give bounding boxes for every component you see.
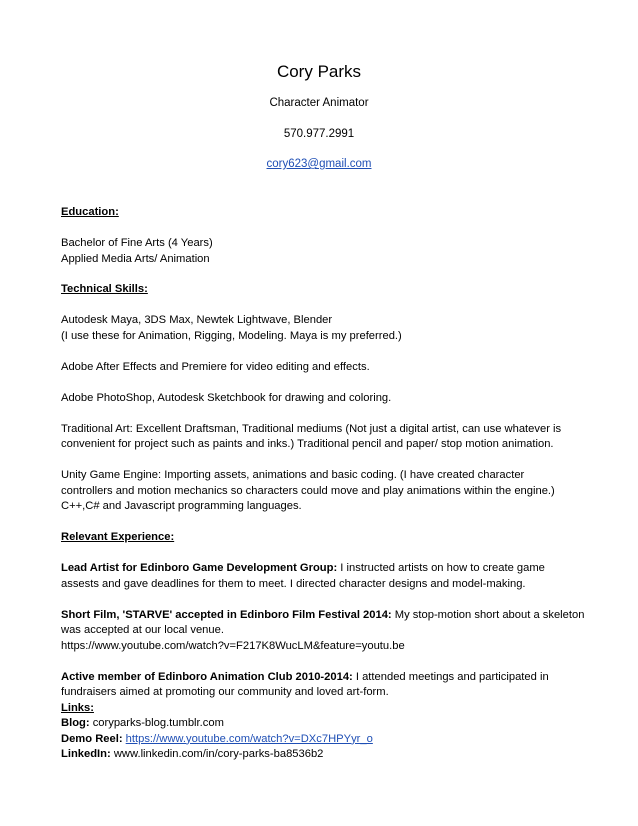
skills-unity-3: C++,C# and Javascript programming languages. xyxy=(61,500,302,512)
experience-2-line2: was accepted at our local venue. xyxy=(61,624,224,636)
experience-item-3 xyxy=(61,670,601,686)
skills-unity-2: controllers and motion mechanics so characters could move and play animations within the engine.) xyxy=(61,484,555,497)
candidate-name: Cory Parks xyxy=(276,62,362,81)
experience-1-desc: I instructed artists on how to create game xyxy=(337,562,545,574)
experience-3-title: Active member of Edinboro Animation Club 2010-2014: xyxy=(61,670,353,683)
skills-3d-software: Autodesk Maya, 3DS Max, Newtek Lightwave, Blender xyxy=(61,314,333,326)
education-section xyxy=(61,205,601,267)
experience-2-url: https://www.youtube.com/watch?v=F217K8WucLM&feature=youtu.be xyxy=(61,639,405,652)
phone-number: 570.977.2991 xyxy=(283,128,355,140)
experience-1-line2: assests and gave deadlines for them to meet. I directed character designs and model-making. xyxy=(61,577,526,590)
linkedin-label: LinkedIn: xyxy=(61,748,111,760)
experience-item-1 xyxy=(61,561,601,577)
blog-label: Blog: xyxy=(61,717,90,729)
skills-traditional-2: convenient for project such as paints and inks.) Traditional pencil and paper/ stop motion animation. xyxy=(61,438,554,450)
job-title: Character Animator xyxy=(269,97,369,109)
skills-drawing: Adobe PhotoShop, Autodesk Sketchbook for drawing and coloring. xyxy=(61,391,392,404)
experience-3-line2: fundraisers aimed at promoting our community and loved art-form. xyxy=(61,686,389,698)
education-heading: Education: xyxy=(61,206,119,218)
blog-url[interactable]: coryparks-blog.tumblr.com xyxy=(89,717,224,729)
skills-section xyxy=(61,282,601,763)
linkedin-url[interactable]: www.linkedin.com/in/cory-parks-ba8536b2 xyxy=(110,748,324,760)
skills-heading: Technical Skills: xyxy=(61,283,148,295)
demo-reel-label: Demo Reel: xyxy=(61,732,123,745)
experience-1-title: Lead Artist for Edinboro Game Development Group: xyxy=(61,562,338,574)
link-linkedin xyxy=(61,747,601,763)
link-demo-reel xyxy=(61,732,601,748)
links-heading: Links: xyxy=(61,701,94,714)
experience-heading: Relevant Experience: xyxy=(61,531,175,543)
experience-item-2 xyxy=(61,608,601,624)
experience-2-title: Short Film, 'STARVE' accepted in Edinboro Film Festival 2014: xyxy=(61,608,392,621)
education-major: Applied Media Arts/ Animation xyxy=(61,252,210,265)
experience-2-desc: My stop-motion short about a skeleton xyxy=(391,608,585,621)
skills-traditional-1: Traditional Art: Excellent Draftsman, Traditional mediums (Not just a digital artist, can use whatever is xyxy=(61,422,562,435)
email-link[interactable]: cory623@gmail.com xyxy=(266,158,372,170)
experience-3-desc: I attended meetings and participated in xyxy=(352,670,549,683)
demo-reel-url[interactable]: https://www.youtube.com/watch?v=DXc7HPYyr_o xyxy=(125,732,373,745)
skills-video: Adobe After Effects and Premiere for video editing and effects. xyxy=(61,360,370,373)
email-container xyxy=(0,158,638,170)
link-blog xyxy=(61,716,601,732)
education-degree: Bachelor of Fine Arts (4 Years) xyxy=(61,237,213,249)
skills-unity-1: Unity Game Engine: Importing assets, animations and basic coding. (I have created character xyxy=(61,469,525,481)
skills-3d-note: (I use these for Animation, Rigging, Modeling. Maya is my preferred.) xyxy=(61,329,402,342)
